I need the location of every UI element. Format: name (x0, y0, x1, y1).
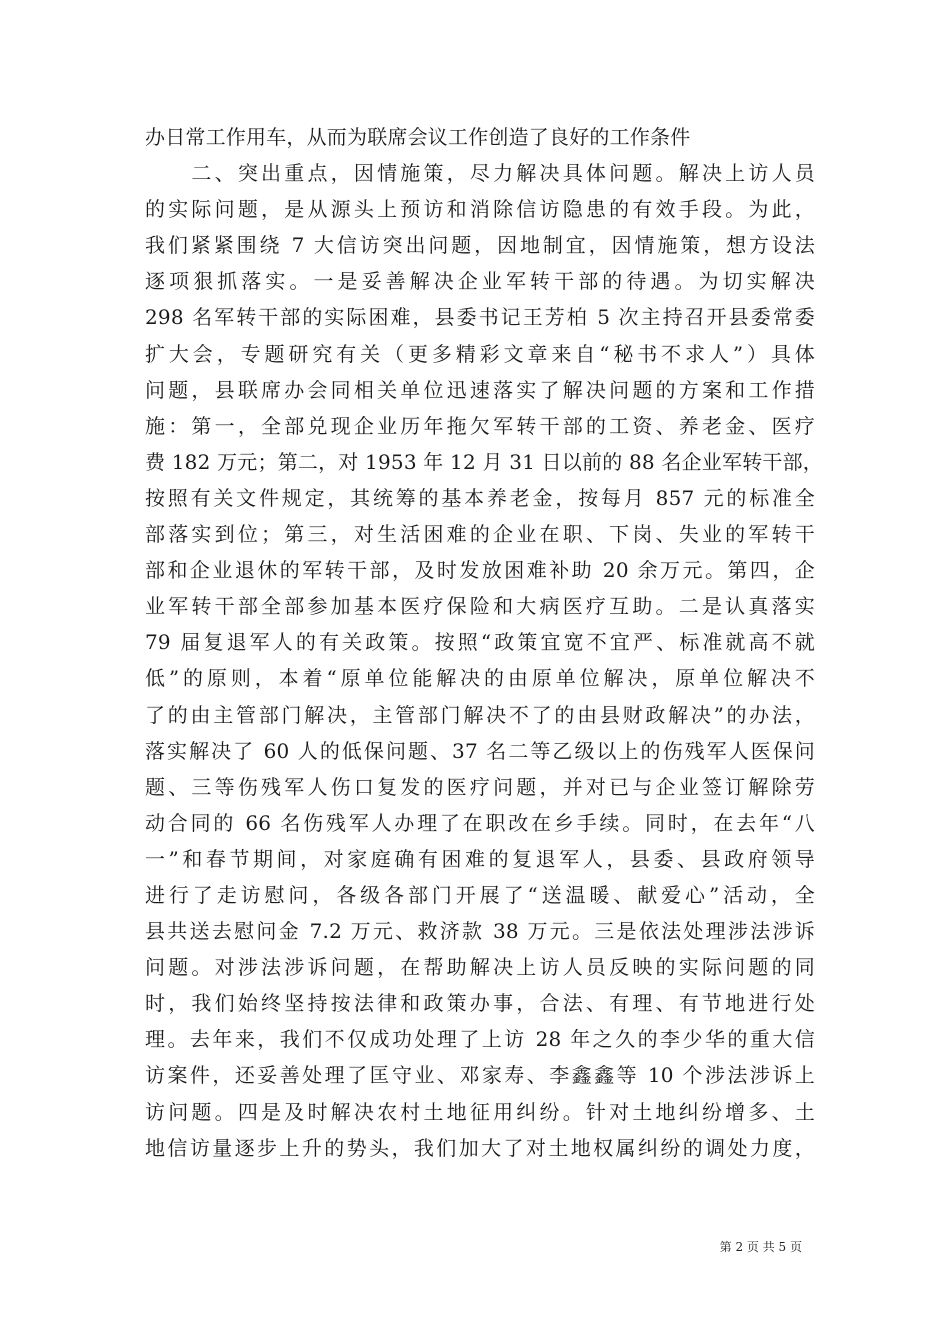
text-line: 298 名军转干部的实际困难，县委书记王芳柏 5 次主持召开县委常委 (145, 305, 815, 330)
text-line: 按照有关文件规定，其统筹的基本养老金，按每月 857 元的标准全 (145, 485, 815, 510)
text-line: 问题。对涉法涉诉问题，在帮助解决上访人员反映的实际问题的同 (145, 955, 815, 980)
text-line: 办日常工作用车，从而为联席会议工作创造了良好的工作条件 (145, 125, 691, 149)
text-line: 79 届复退军人的有关政策。按照“政策宜宽不宜严、标准就高不就 (145, 630, 815, 655)
page-number: 第 2 页 共 5 页 (719, 1240, 802, 1254)
text-line: 的实际问题，是从源头上预访和消除信访隐患的有效手段。为此， (145, 197, 815, 222)
text-line: 问题，县联席办会同相关单位迅速落实了解决问题的方案和工作措 (145, 377, 815, 402)
text-line: 访问题。四是及时解决农村土地征用纠纷。针对土地纠纷增多、土 (145, 1099, 815, 1124)
text-line: 业军转干部全部参加基本医疗保险和大病医疗互助。二是认真落实 (145, 594, 815, 619)
text-line: 进行了走访慰问，各级各部门开展了“送温暖、献爱心”活动，全 (145, 882, 815, 907)
text-line: 访案件，还妥善处理了匡守业、邓家寿、李鑫鑫等 10 个涉法涉诉上 (145, 1063, 815, 1088)
text-line: 理。去年来，我们不仅成功处理了上访 28 年之久的李少华的重大信 (145, 1027, 815, 1052)
text-line: 落实解决了 60 人的低保问题、37 名二等乙级以上的伤残军人医保问 (145, 738, 815, 763)
text-line: 逐项狠抓落实。一是妥善解决企业军转干部的待遇。为切实解决 (145, 269, 815, 294)
text-line: 施：第一，全部兑现企业历年拖欠军转干部的工资、养老金、医疗 (145, 413, 815, 438)
text-line: 低”的原则，本着“原单位能解决的由原单位解决，原单位解决不 (145, 666, 815, 691)
text-line: 时，我们始终坚持按法律和政策办事，合法、有理、有节地进行处 (145, 991, 815, 1016)
text-line: 部落实到位；第三，对生活困难的企业在职、下岗、失业的军转干 (145, 522, 815, 547)
text-line: 部和企业退休的军转干部，及时发放困难补助 20 余万元。第四，企 (145, 558, 815, 583)
text-line: 一”和春节期间，对家庭确有困难的复退军人，县委、县政府领导 (145, 846, 815, 871)
text-line: 费 182 万元；第二，对 1953 年 12 月 31 日以前的 88 名企业军转干部， (145, 449, 823, 474)
text-line: 动合同的 66 名伤残军人办理了在职改在乡手续。同时，在去年“八 (145, 810, 815, 835)
text-line: 题、三等伤残军人伤口复发的医疗问题，并对已与企业签订解除劳 (145, 774, 815, 799)
text-line: 扩大会，专题研究有关（更多精彩文章来自“秘书不求人”）具体 (145, 341, 815, 366)
text-line: 了的由主管部门解决，主管部门解决不了的由县财政解决”的办法， (145, 702, 815, 727)
text-line: 县共送去慰问金 7.2 万元、救济款 38 万元。三是依法处理涉法涉诉 (145, 919, 815, 944)
body-text (145, 119, 823, 1166)
text-line: 二、突出重点，因情施策，尽力解决具体问题。解决上访人员 (145, 161, 815, 186)
text-line: 地信访量逐步上升的势头，我们加大了对土地权属纠纷的调处力度， (145, 1135, 815, 1160)
text-line: 我们紧紧围绕 7 大信访突出问题，因地制宜，因情施策，想方设法 (145, 233, 815, 258)
